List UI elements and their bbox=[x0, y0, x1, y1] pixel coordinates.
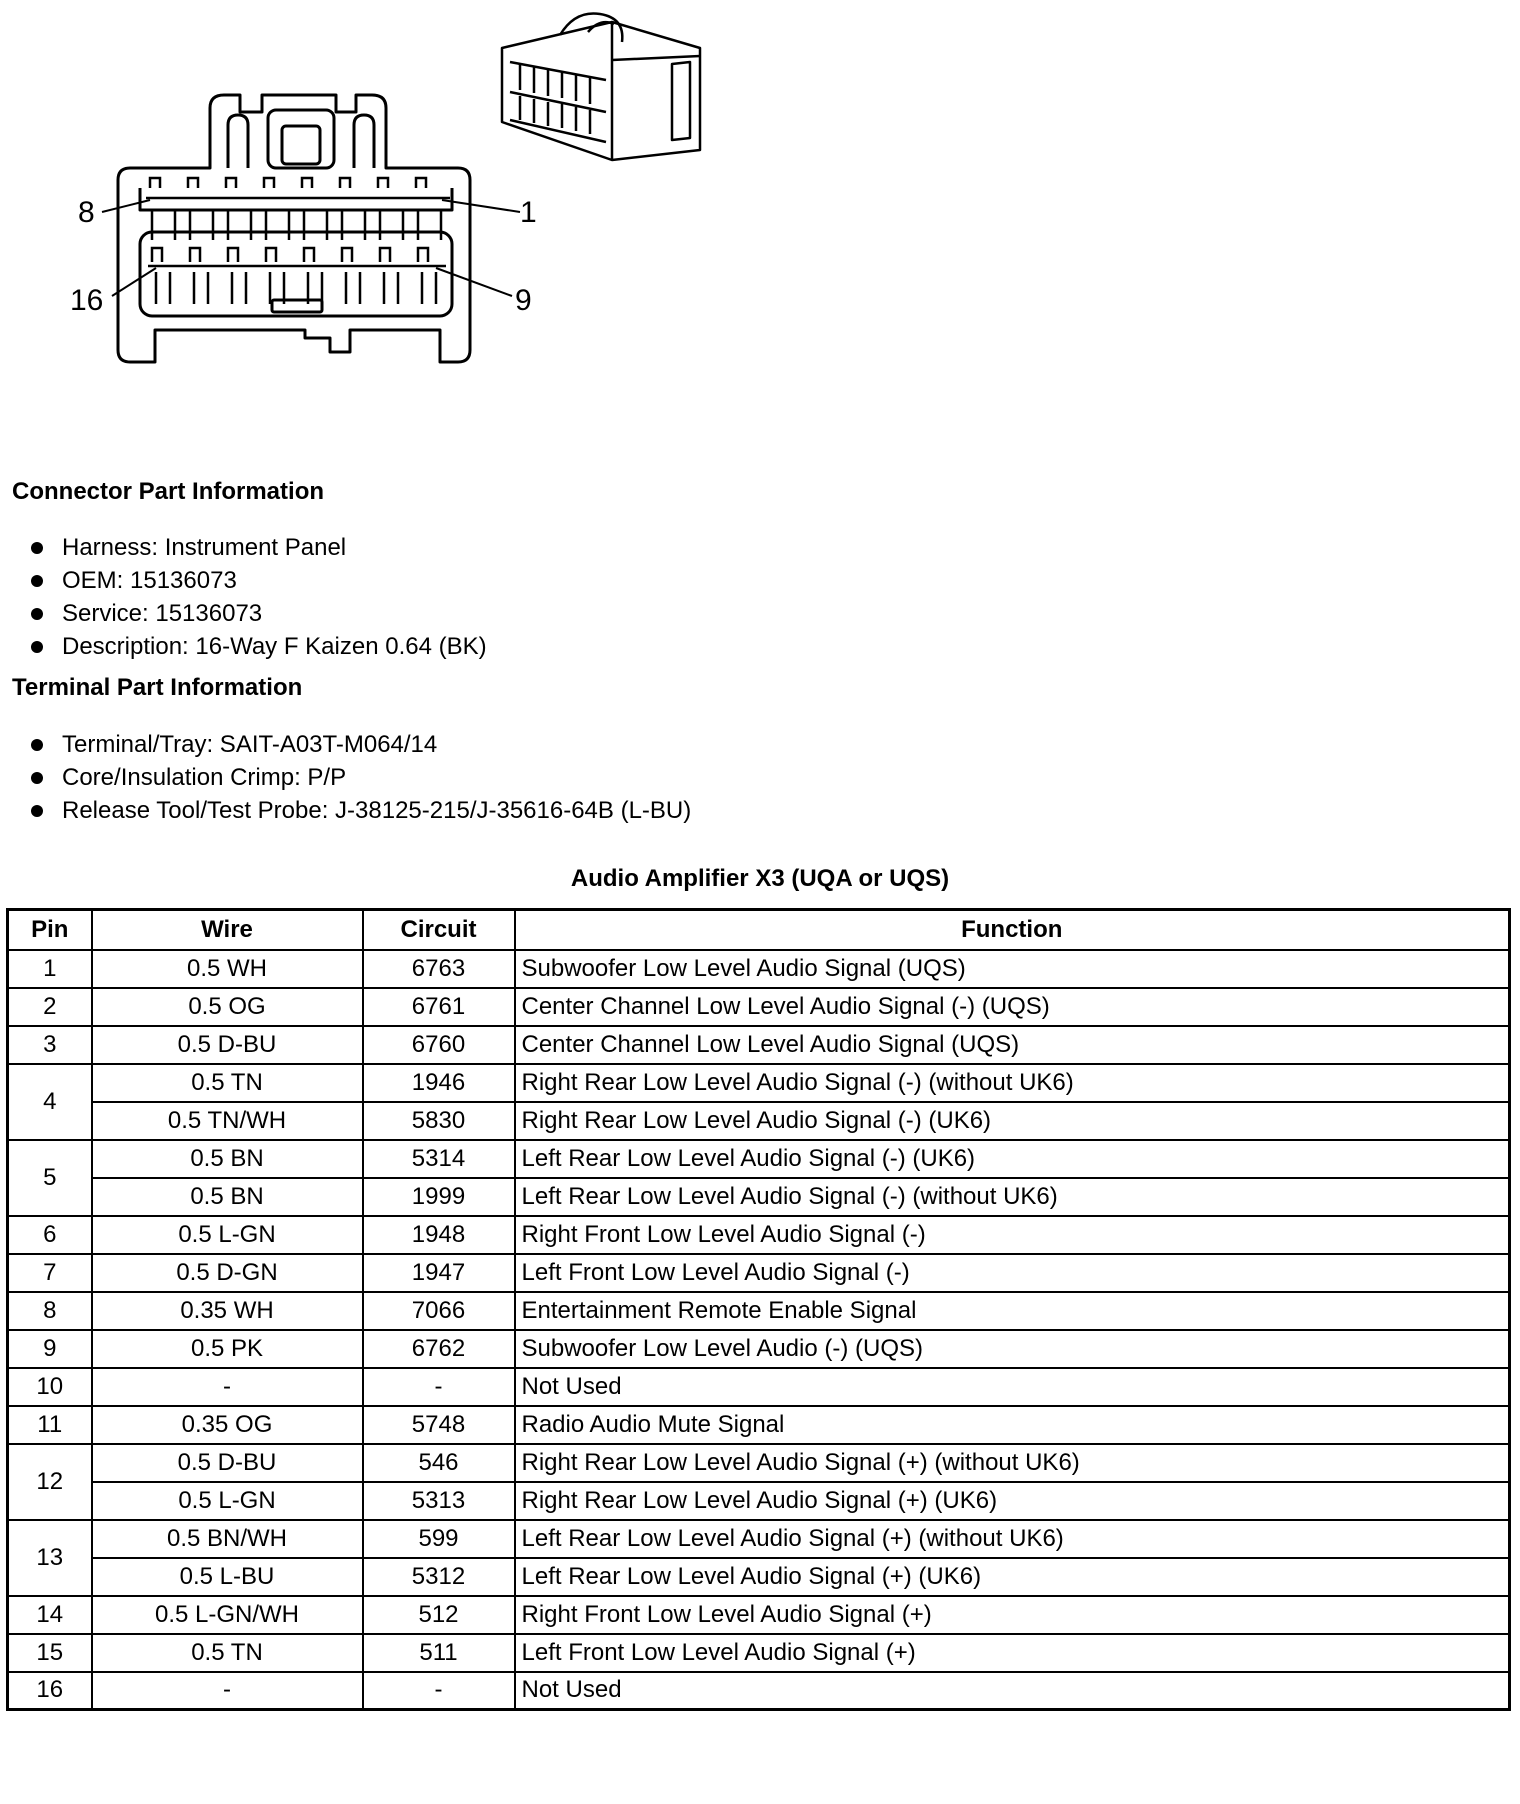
circuit-cell: 511 bbox=[363, 1634, 515, 1672]
circuit-cell: 599 bbox=[363, 1520, 515, 1558]
header-circuit: Circuit bbox=[363, 910, 515, 950]
wire-cell: - bbox=[92, 1368, 363, 1406]
wire-cell: 0.5 L-BU bbox=[92, 1558, 363, 1596]
pin-cell: 9 bbox=[8, 1330, 92, 1368]
wire-cell: 0.5 BN/WH bbox=[92, 1520, 363, 1558]
table-row bbox=[8, 1672, 1510, 1710]
pin-cell: 10 bbox=[8, 1368, 92, 1406]
function-cell: Left Front Low Level Audio Signal (+) bbox=[515, 1634, 1510, 1672]
circuit-cell: 1947 bbox=[363, 1254, 515, 1292]
pin-cell: 8 bbox=[8, 1292, 92, 1330]
wire-cell: 0.5 TN bbox=[92, 1064, 363, 1102]
circuit-cell: 1948 bbox=[363, 1216, 515, 1254]
list-item: OEM: 15136073 bbox=[28, 564, 487, 597]
table-row bbox=[8, 1444, 1510, 1482]
table-row bbox=[8, 1368, 1510, 1406]
function-cell: Subwoofer Low Level Audio (-) (UQS) bbox=[515, 1330, 1510, 1368]
header-pin: Pin bbox=[8, 910, 92, 950]
circuit-cell: 7066 bbox=[363, 1292, 515, 1330]
table-row bbox=[8, 1520, 1510, 1558]
circuit-cell: 1946 bbox=[363, 1064, 515, 1102]
connector-info-list bbox=[28, 531, 487, 663]
table-row bbox=[8, 988, 1510, 1026]
function-cell: Right Rear Low Level Audio Signal (-) (without UK6) bbox=[515, 1064, 1510, 1102]
circuit-cell: 5748 bbox=[363, 1406, 515, 1444]
wire-cell: 0.5 TN/WH bbox=[92, 1102, 363, 1140]
wire-cell: 0.5 BN bbox=[92, 1140, 363, 1178]
pin-label-8: 8 bbox=[78, 196, 95, 229]
table-row bbox=[8, 1634, 1510, 1672]
pin-cell: 7 bbox=[8, 1254, 92, 1292]
table-row bbox=[8, 1216, 1510, 1254]
table-row bbox=[8, 1596, 1510, 1634]
connector-part-information-title: Connector Part Information bbox=[12, 478, 325, 505]
wire-cell: 0.5 OG bbox=[92, 988, 363, 1026]
header-function: Function bbox=[515, 910, 1510, 950]
table-row bbox=[8, 1064, 1510, 1102]
circuit-cell: 546 bbox=[363, 1444, 515, 1482]
table-row bbox=[8, 1482, 1510, 1520]
function-cell: Left Rear Low Level Audio Signal (+) (UK6) bbox=[515, 1558, 1510, 1596]
circuit-cell: 5314 bbox=[363, 1140, 515, 1178]
wire-cell: 0.5 D-GN bbox=[92, 1254, 363, 1292]
table-title: Audio Amplifier X3 (UQA or UQS) bbox=[570, 865, 950, 892]
function-cell: Right Rear Low Level Audio Signal (+) (without UK6) bbox=[515, 1444, 1510, 1482]
circuit-cell: 6763 bbox=[363, 950, 515, 988]
header-wire: Wire bbox=[92, 910, 363, 950]
table-row bbox=[8, 1140, 1510, 1178]
function-cell: Center Channel Low Level Audio Signal (UQS) bbox=[515, 1026, 1510, 1064]
function-cell: Left Rear Low Level Audio Signal (-) (UK6) bbox=[515, 1140, 1510, 1178]
function-cell: Center Channel Low Level Audio Signal (-) (UQS) bbox=[515, 988, 1510, 1026]
pin-cell: 4 bbox=[8, 1064, 92, 1140]
terminal-info-list bbox=[28, 728, 691, 827]
function-cell: Left Rear Low Level Audio Signal (-) (without UK6) bbox=[515, 1178, 1510, 1216]
circuit-cell: 5313 bbox=[363, 1482, 515, 1520]
table-row bbox=[8, 1178, 1510, 1216]
function-cell: Radio Audio Mute Signal bbox=[515, 1406, 1510, 1444]
circuit-cell: 1999 bbox=[363, 1178, 515, 1216]
pin-cell: 6 bbox=[8, 1216, 92, 1254]
table-row bbox=[8, 1330, 1510, 1368]
function-cell: Right Front Low Level Audio Signal (+) bbox=[515, 1596, 1510, 1634]
pin-cell: 11 bbox=[8, 1406, 92, 1444]
wire-cell: 0.5 L-GN/WH bbox=[92, 1596, 363, 1634]
wire-cell: 0.35 OG bbox=[92, 1406, 363, 1444]
table-row bbox=[8, 1102, 1510, 1140]
function-cell: Not Used bbox=[515, 1672, 1510, 1710]
circuit-cell: 5830 bbox=[363, 1102, 515, 1140]
pin-cell: 13 bbox=[8, 1520, 92, 1596]
wire-cell: 0.5 L-GN bbox=[92, 1482, 363, 1520]
circuit-cell: 5312 bbox=[363, 1558, 515, 1596]
wire-cell: 0.35 WH bbox=[92, 1292, 363, 1330]
list-item: Terminal/Tray: SAIT-A03T-M064/14 bbox=[28, 728, 691, 761]
connector-isometric-view bbox=[502, 13, 700, 160]
list-item: Description: 16-Way F Kaizen 0.64 (BK) bbox=[28, 630, 487, 663]
wire-cell: 0.5 PK bbox=[92, 1330, 363, 1368]
pin-cell: 15 bbox=[8, 1634, 92, 1672]
connector-diagram bbox=[0, 0, 760, 380]
function-cell: Left Rear Low Level Audio Signal (+) (without UK6) bbox=[515, 1520, 1510, 1558]
wire-cell: 0.5 WH bbox=[92, 950, 363, 988]
wire-cell: 0.5 BN bbox=[92, 1178, 363, 1216]
table-header-row bbox=[8, 910, 1510, 950]
circuit-cell: 6762 bbox=[363, 1330, 515, 1368]
latch-shape bbox=[268, 110, 334, 168]
function-cell: Subwoofer Low Level Audio Signal (UQS) bbox=[515, 950, 1510, 988]
wire-cell: 0.5 D-BU bbox=[92, 1026, 363, 1064]
circuit-cell: - bbox=[363, 1672, 515, 1710]
function-cell: Right Front Low Level Audio Signal (-) bbox=[515, 1216, 1510, 1254]
pin-cell: 3 bbox=[8, 1026, 92, 1064]
circuit-cell: - bbox=[363, 1368, 515, 1406]
table-row bbox=[8, 1254, 1510, 1292]
terminal-part-information-title: Terminal Part Information bbox=[12, 674, 303, 701]
list-item: Core/Insulation Crimp: P/P bbox=[28, 761, 691, 794]
table-row bbox=[8, 950, 1510, 988]
table-row bbox=[8, 1292, 1510, 1330]
pin-label-16: 16 bbox=[70, 284, 104, 317]
circuit-cell: 512 bbox=[363, 1596, 515, 1634]
function-cell: Right Rear Low Level Audio Signal (+) (UK6) bbox=[515, 1482, 1510, 1520]
function-cell: Right Rear Low Level Audio Signal (-) (UK6) bbox=[515, 1102, 1510, 1140]
pin-cell: 14 bbox=[8, 1596, 92, 1634]
list-item: Release Tool/Test Probe: J-38125-215/J-35616-64B (L-BU) bbox=[28, 794, 691, 827]
list-item: Harness: Instrument Panel bbox=[28, 531, 487, 564]
pin-label-9: 9 bbox=[515, 284, 532, 317]
wire-cell: 0.5 L-GN bbox=[92, 1216, 363, 1254]
pin-cell: 2 bbox=[8, 988, 92, 1026]
wire-cell: 0.5 D-BU bbox=[92, 1444, 363, 1482]
function-cell: Not Used bbox=[515, 1368, 1510, 1406]
wire-cell: 0.5 TN bbox=[92, 1634, 363, 1672]
circuit-cell: 6760 bbox=[363, 1026, 515, 1064]
pin-cell: 5 bbox=[8, 1140, 92, 1216]
pin-cell: 1 bbox=[8, 950, 92, 988]
terminal-row-bottom bbox=[148, 248, 446, 304]
table-row bbox=[8, 1026, 1510, 1064]
table-row bbox=[8, 1558, 1510, 1596]
table-row bbox=[8, 1406, 1510, 1444]
circuit-cell: 6761 bbox=[363, 988, 515, 1026]
pinout-table bbox=[6, 908, 1511, 1711]
wire-cell: - bbox=[92, 1672, 363, 1710]
function-cell: Left Front Low Level Audio Signal (-) bbox=[515, 1254, 1510, 1292]
pin-cell: 16 bbox=[8, 1672, 92, 1710]
pin-label-1: 1 bbox=[520, 196, 537, 229]
function-cell: Entertainment Remote Enable Signal bbox=[515, 1292, 1510, 1330]
pin-cell: 12 bbox=[8, 1444, 92, 1520]
list-item: Service: 15136073 bbox=[28, 597, 487, 630]
